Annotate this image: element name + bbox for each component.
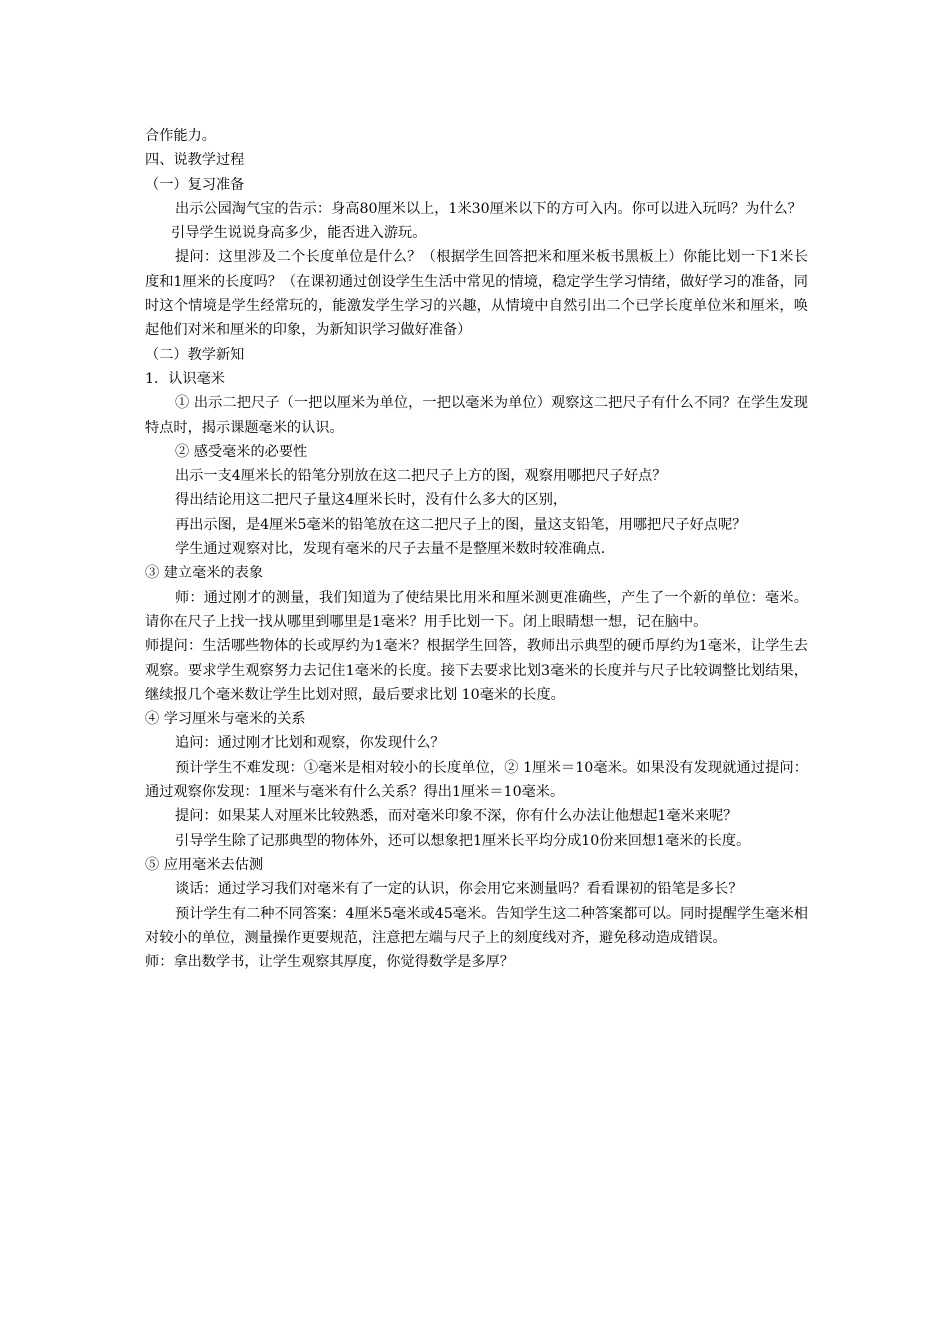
item-heading-millimeter: 1．认识毫米 [145, 370, 225, 387]
paragraph-pencil-4cm5mm: 再出示图，是4厘米5毫米的铅笔放在这二把尺子上的图，量这支铅笔，用哪把尺子好点呢？ [175, 516, 747, 533]
subitem-heading-necessity: ② 感受毫米的必要性 [175, 443, 308, 460]
paragraph-pencil-4cm: 出示一支4厘米长的铅笔分别放在这二把尺子上方的图，观察用哪把尺子好点？ [175, 468, 667, 485]
paragraph-teacher-measure: 师：通过刚才的测量，我们知道为了使结果比用米和厘米测更准确些，产生了一个新的单位：毫米。请你在尺子上找一找从哪里到哪里是1毫米？用手比划一下。闭上眼睛想一想，记在脑中。 [145, 589, 808, 630]
subitem-heading-estimate: ⑤ 应用毫米去估测 [145, 856, 264, 873]
section-heading-teaching-process: 四、说教学过程 [145, 152, 245, 169]
paragraph-teacher-question: 师提问：生活哪些物体的长或厚约为1毫米？根据学生回答，教师出示典型的硬币厚约为1毫米，让学生去观察。要求学生观察努力去记住1毫米的长度。接下去要求比划3毫米的长度并与尺子比较调整比划结果，继续报几个毫米数让学生比划对照，最后要求比划 10毫米的长度。 [145, 638, 808, 703]
paragraph-math-book: 师：拿出数学书，让学生观察其厚度，你觉得数学是多厚？ [145, 954, 514, 971]
paragraph-two-answers: 预计学生有二种不同答案：4厘米5毫米或45毫米。告知学生这二种答案都可以。同时提醒学生毫米相对较小的单位，测量操作更要规范，注意把左端与尺子上的刻度线对齐，避免移动造成错误。 [145, 905, 808, 946]
paragraph-question-units: 提问：这里涉及二个长度单位是什么？（根据学生回答把米和厘米板书黑板上）你能比划一下1米长度和1厘米的长度吗？（在课初通过创设学生生活中常见的情境，稳定学生学习情绪，做好学习的准备，同时这个情境是学生经常玩的，能激发学生学习的兴趣，从情境中自然引出二个已学长度单位米和厘米，唤起他们对米和厘米的印象，为新知识学习做好准备） [145, 249, 808, 339]
paragraph-follow-up: 追问：通过刚才比划和观察，你发现什么？ [175, 735, 445, 752]
document-page [145, 124, 808, 974]
paragraph-conclusion: 得出结论用这二把尺子量这4厘米长时，没有什么多大的区别， [175, 492, 568, 509]
paragraph-talk: 谈话：通过学习我们对毫米有了一定的认识，你会用它来测量吗？看看课初的铅笔是多长？ [175, 881, 743, 898]
paragraph-observe-compare: 学生通过观察对比，发现有毫米的尺子去量不是整厘米数时较准确点. [175, 541, 606, 558]
paragraph-expected-discovery: 预计学生不难发现：①毫米是相对较小的长度单位，② 1厘米＝10毫米。如果没有发现就通过提问：通过观察你发现：1厘米与毫米有什么关系？得出1厘米＝10毫米。 [145, 759, 808, 801]
paragraph-guide-height: 引导学生说说身高多少，能否进入游玩。 [171, 225, 427, 242]
paragraph-two-rulers: ① 出示二把尺子（一把以厘米为单位，一把以毫米为单位）观察这二把尺子有什么不同？在学生发现特点时，揭示课题毫米的认识。 [145, 395, 808, 436]
subitem-heading-representation: ③ 建立毫米的表象 [145, 565, 264, 582]
paragraph-question-recall: 提问：如果某人对厘米比较熟悉，而对毫米印象不深，你有什么办法让他想起1毫米来呢？ [175, 808, 738, 825]
subsection-heading-new-knowledge: （二）教学新知 [145, 346, 245, 363]
paragraph-guide-imagine: 引导学生除了记那典型的物体外，还可以想象把1厘米长平均分成10份来回想1毫米的长度。 [175, 832, 751, 849]
paragraph-park-notice: 出示公园淘气宝的告示：身高80厘米以上，1米30厘米以下的方可入内。你可以进入玩吗？为什么？ [175, 200, 802, 217]
paragraph-continuation: 合作能力。 [145, 128, 216, 144]
subsection-heading-review: （一）复习准备 [145, 176, 245, 193]
subitem-heading-relation: ④ 学习厘米与毫米的关系 [145, 711, 306, 728]
